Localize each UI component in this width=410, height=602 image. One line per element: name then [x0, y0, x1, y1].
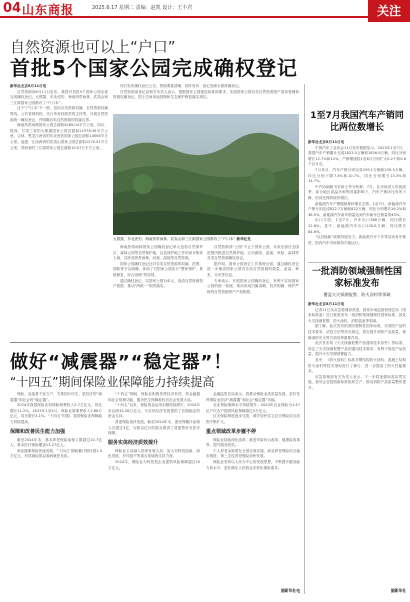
story2-subhead-1: 保障和改善民生能力加强: [10, 428, 66, 435]
side-divider: [308, 262, 406, 263]
story1-headline: 首批5个国家公园完成确权登记: [10, 56, 298, 80]
story1-paragraph: 通过确权登记，以国家公园为单元，查清自然资源资产底数，推动“两统一”职责落实。: [113, 278, 203, 289]
side1-paragraph: 出口方面，1至7月，汽车出口368万辆，同比增长12.8%。其中，新能源汽车出口130.8万辆，同比增长84.6%。: [308, 218, 406, 234]
side1-paragraph: “以旧换新”政策持续发力，新能源汽车下乡等活动有序推进，国内汽车市场保持平稳运行。: [308, 235, 406, 245]
side1-title: 1至7月我国汽车产销同比两位数增长: [310, 111, 404, 133]
story1-paragraph: 据介绍，国家公园登记工作系统全面，通过确权登记进一步理清国家公园内各类自然资源的数量、质量、种类、分布等信息。: [207, 261, 299, 277]
side2-paragraph: 据了解，此次发布的消防强制性国家标准，对消防产品的技术要求、试验方法等作出规定，将在提升消防产品质量、保障消防安全等方面发挥重要作用。: [308, 324, 406, 340]
forest-landscape-image: [113, 114, 299, 235]
story1-paragraph: 国家公园确权登记还对各类自然资源的权属、范围、面积等予以明确，体现了对国家公园实行“整体保护、系统修复、综合治理”的原则。: [113, 261, 203, 277]
story2-column-1: [10, 392, 102, 594]
photo-caption: [113, 237, 299, 242]
story1-paragraph: 海南热带雨林国家公园确权登记单元包括自然保护区、森林公园等自然保护地，以及保护地之外的部分集体土地，共涉及热带雨林、河流、湿地等自然资源。: [113, 245, 203, 261]
story2-paragraph: 保险业持续深化改革，推进车险综合改革、健康险改革等，提升服务质效。: [206, 437, 300, 448]
story2-paragraph: “十四五”期间，保险业积极发挥经济补偿、资金融通和社会管理功能，服务民生保障和经济社会发展大局。: [108, 392, 200, 402]
side2-paragraph: 记者11日从应急管理部获悉，国家市场监督管理总局（国家标准委）近日批准发布一批消防领域强制性国家标准，涉及火灾探测报警、防火涂料、消防装备等领域。: [308, 307, 406, 323]
story1-paragraph: 海南热带雨林国家公园总面积4269.04平方公里。四川、陕西、甘肃三省的大熊猫国家公园总面积21978.39平方公里。吉林、黑龙江两省的东北虎豹国家公园总面积14065平方公里。福建、江西两省的武夷山国家公园总面积1270.91平方公里，青海省的三江源国家公园总面积19.07万平方公里。: [10, 123, 108, 150]
side2-paragraph: 其中，《防火涂料》标准对钢结构防火涂料、混凝土结构防火涂料等技术指标进行了修订，进一步提高了防火性能要求。: [308, 357, 406, 374]
page-number: 04: [3, 1, 22, 16]
story2-paragraph: 金融监管总局表示，将推动保险业高质量发展，更好发挥保险业经济“减震器”和社会“稳定器”功能。: [206, 392, 300, 402]
story1-column-4: [207, 245, 299, 335]
page-header: [0, 0, 410, 18]
story2-column-3: [206, 392, 300, 586]
story1-column-2: [113, 84, 299, 112]
story1-column-1: [10, 84, 108, 334]
story2-column-2: [108, 392, 200, 594]
story2-paragraph: 保险业坚持以人民为中心的发展思想，不断提升服务能力和水平，更好满足人民群众多样化保险需求。: [206, 459, 300, 470]
story-divider: [10, 342, 300, 343]
story2-subhead-2: 服务实体经济质效提升: [108, 439, 159, 446]
story2-paragraph: 农业保险保障水平持续提升，2024年农业保险为1.47亿户次农户提供风险保障超过5万亿元。: [206, 403, 300, 413]
story2-headline: 做好“减震器”“稳定器”！: [10, 352, 233, 373]
story2-paragraph: “十四五”以来，保险资金运用余额持续增长，2024年末达到33.26万亿元，为实体经济发展提供了长期稳定的资金支持。: [108, 403, 200, 419]
story2-subhead-3: 重点领域改革步履不停: [206, 428, 257, 435]
story1-paragraph: 同日发布确权登记公告，资源要素清晰，同时发布：登记登薄全面准确登记。: [120, 84, 243, 88]
story2-author: 据新华社电: [281, 588, 300, 593]
caption-text: 大熊猫、东北虎豹、海南热带雨林、武夷山和三江源国家公园都有了“户口本”: [113, 237, 236, 241]
story1-paragraph: 自然资源部“公园”不止于国家公园，未来还将在全国范围内推进自然保护地、江河湖泊、湿地、草原、森林等各类自然资源确权登记。: [207, 245, 299, 261]
side2-body: [308, 302, 406, 587]
story2-paragraph: 商业健康保险快速发展，“十四五”期间累计赔付超1.5万亿元，有效减轻群众看病就医负担。: [10, 448, 102, 459]
story2-paragraph: 截至2024年末，基本养老保险参保人数超过10.7亿人，基本医疗保险覆盖13.27亿人。: [10, 437, 102, 448]
story1-byline: 新华社北京6月11日电: [10, 84, 47, 88]
issue-meta: 2025.6.17 星期二 责编：赵凯 设计：王丰君: [92, 5, 193, 11]
section-badge: 关注: [368, 0, 410, 22]
side2-byline: 新华社北京8月11日电: [308, 302, 345, 306]
story2-paragraph: 个人养老金制度在全国全面实施，商业养老保险试点稳步推进，第三支柱养老保险加快发展。: [206, 448, 300, 459]
side2-paragraph: 应急管理部有关负责人表示，下一步将加强标准宣贯实施，指导企业按照新标准组织生产，推动消防产品质量整体提升。: [308, 374, 406, 390]
story1-paragraph: 自然资源部登记局相关负责人表示，根据国家公园建设标准和要求，实现国家公园各类自然资源资产清单管理和资源权属登记，国土空间用途管制和生态保护修复落实到位。: [113, 89, 299, 100]
side1-paragraph: 中汽协副秘书长陈士华分析称，7月，在市场进入传统淡季、部分地区高温多雨等因素影响下，汽车产销环比有所下降，但同比保持较快增长。: [308, 184, 406, 200]
column-divider: [304, 84, 305, 594]
story2-paragraph: 保险业主动融入国家发展大局，加大对科技创新、绿色发展、乡村振兴等重点领域的支持力度。: [108, 448, 200, 459]
story1-paragraph: 专家表示，开展国家公园确权登记，有利于实现国家公园的统一管理，推动形成归属清晰、权责明确、保护严格的自然资源资产产权制度。: [207, 278, 299, 294]
story2-paragraph: 保险，连接着千家万户，关系国计民生，是经济的“减震器”和社会的“稳定器”。: [10, 392, 102, 402]
side1-byline: 新华社北京8月11日电: [308, 140, 345, 144]
story2-subtitle: “十四五”期间保险业保障能力持续提高: [10, 375, 215, 389]
newspaper-name: 山东商报: [22, 3, 75, 17]
side1-paragraph: 中国汽车工业协会11日发布数据显示，2025年1至7月，我国汽车产销累计完成1823.5万辆和1826.9万辆，同比分别增长12.7%和12%。产销增速较1至6月分别扩大0.2个和0.6个百分点。: [308, 145, 406, 167]
side1-paragraph: 7月单月，汽车产销分别完成259.1万辆和259.3万辆，环比分别下降7.3%和10.7%，同比分别增长13.3%和14.7%。: [308, 167, 406, 184]
side2-subtitle: 覆盖火灾探测报警、防火涂料等领域: [323, 292, 391, 297]
side2-paragraph: 此次发布的《火灾探测报警产品通用技术条件》等标准，规定了火灾探测报警产品的通用技术要求，有利于规范产品质量，提升火灾早期预警能力。: [308, 341, 406, 357]
side1-body: [308, 140, 406, 258]
story1-column-3: [113, 245, 203, 335]
story1-paragraph: 这个“户口本”不一般，包括各类资源权属、自然资源权属界线、公共管理机构、代行所有权职责的主体等，开展自然资源统一确权登记，并明确各类自然资源的权属边界。: [10, 106, 108, 122]
national-park-photo: [113, 114, 299, 235]
story2-paragraph: 巨灾保险制度逐步完善，城乡居民住宅巨灾保险试点范围不断扩大。: [206, 414, 300, 424]
side2-title: 一批消防领域强制性国家标准发布: [311, 267, 402, 289]
story2-paragraph: 2024年，保险业为科技型企业提供风险保障超过10万亿元。: [108, 459, 200, 470]
story1-kicker: 自然资源也可以上“户口”: [10, 38, 176, 56]
story2-paragraph: 2024年我国保险业原保险保费收入5.7万亿元，同比增长11.2%。2025年1至4月，保险业原保费收入2.88万亿元，同比增长3.1%。“十四五”时期，我国保险业保障能力持续提高。: [10, 403, 102, 424]
side1-paragraph: 新能源汽车产销继续保持增长态势。1至7月，新能源汽车产销分别完成822.7万辆和822万辆，同比分别增长39.2%和38.5%，新能源汽车新车销量达到汽车新车总销量的45%。: [308, 201, 406, 217]
side2-author: 据新华社: [390, 588, 406, 593]
story1-paragraph: 自然资源部6月11日宣布，我国对首批5个国家公园全部完成确权登记。大熊猫、东北虎豹、海南热带雨林、武夷山和三江源国家公园都有了“户口本”。: [10, 89, 108, 105]
photo-credit: 新华社发: [236, 237, 251, 241]
story2-paragraph: 普惠保险加快发展。截至2024年末，惠民保累计参保人次超过3亿，为数以亿计的群众提供了普惠型补充医疗保障。: [108, 419, 200, 436]
